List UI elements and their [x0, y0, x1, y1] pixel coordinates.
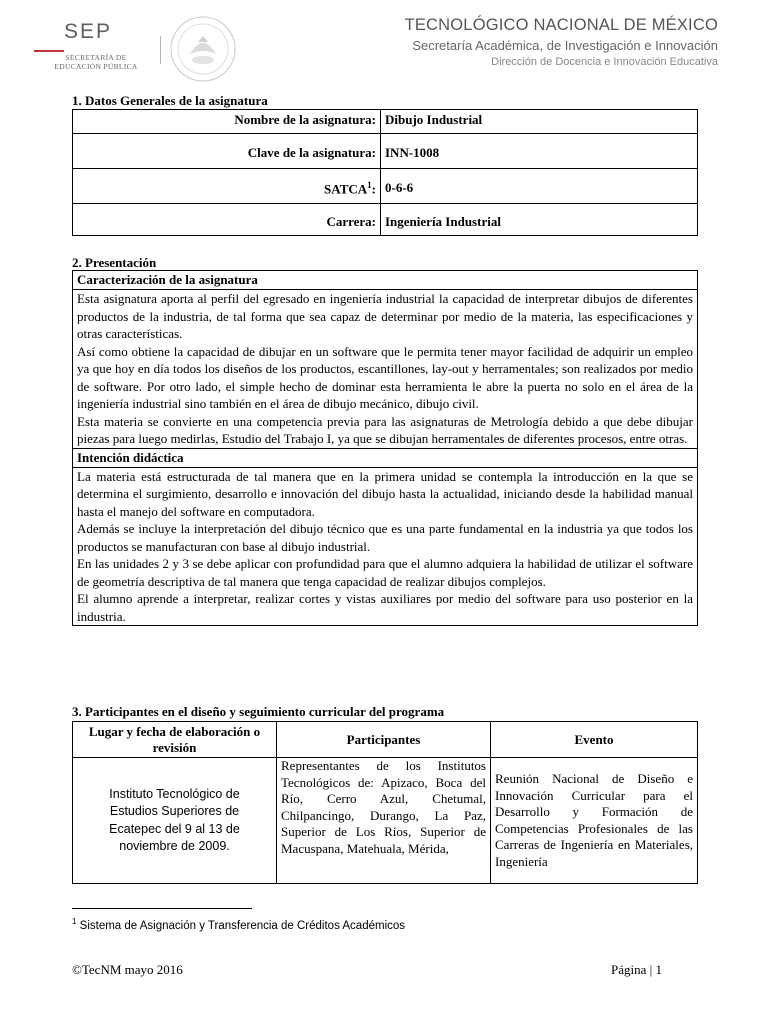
characterization-body: [73, 290, 697, 449]
footer-page-number: Página | 1: [611, 962, 662, 977]
general-data-table: [72, 109, 698, 236]
header-participants: Participantes: [277, 722, 491, 758]
didactic-intention-body: [73, 468, 697, 626]
intention-paragraph: Además se incluye la interpretación del dibujo técnico que es una parte fundamental en la industria ya que todos los productos se manufacturan con base al dibujo industrial.: [77, 521, 693, 554]
participants-table: [72, 721, 698, 884]
header-event: Evento: [491, 722, 698, 758]
characterization-paragraph: Esta materia se convierte en una competencia previa para las asignaturas de Metrología debido a que debe dibujar piezas para luego medirlas, Estudio del Trabajo I, ya que se dibujan herramentales de diferentes procesos, entre otras.: [77, 413, 693, 446]
value-career: Ingeniería Industrial: [381, 204, 698, 236]
mexico-seal-icon: [168, 14, 238, 84]
page-header: [0, 0, 768, 92]
cell-participants: Representantes de los Institutos Tecnológicos de: Apizaco, Boca del Río, Cerro Azul, Chetumal, Chilpancingo, Durango, La Paz, Superior de Los Ríos, Superior de Macuspana, Matehuala, Mérida,: [277, 758, 491, 884]
section-3-title: 3. Participantes en el diseño y seguimiento curricular del programa: [72, 704, 445, 719]
value-subject-name: Dibujo Industrial: [381, 110, 698, 134]
sep-subtitle: SECRETARÍA DE EDUCACIÓN PÚBLICA: [54, 53, 138, 71]
characterization-paragraph: Esta asignatura aporta al perfil del egresado en ingeniería industrial la capacidad de interpretar dibujos de diferentes productos de la industria, de tal forma que sea capaz de determinar por medio de la materia, las especificaciones y otras características.: [77, 291, 693, 341]
footnote-separator: [72, 908, 252, 909]
intention-paragraph: El alumno aprende a interpretar, realizar cortes y vistas auxiliares por medio del software para uso posterior en la industria.: [77, 591, 693, 624]
label-satca: SATCA$^1$:: [73, 169, 381, 204]
section-1-title: 1. Datos Generales de la asignatura: [72, 93, 268, 108]
presentation-box: [72, 270, 698, 626]
institution-name: TECNOLÓGICO NACIONAL DE MÉXICO: [404, 16, 718, 34]
cell-place-date: Instituto Tecnológico de Estudios Superiores de Ecatepec del 9 al 13 de noviembre de 2009.: [73, 758, 277, 884]
footnote: $^1$ Sistema de Asignación y Transferencia de Créditos Académicos: [72, 917, 406, 932]
characterization-paragraph: Así como obtiene la capacidad de dibujar en un software que le permita tener mayor facilidad de adquirir un empleo ya que hoy en día todos los diseños de los productos, escantillones, lay-out y herramentales; son realizados por medio de software. Por otro lado, el simple hecho de dominar esta herramienta le abre la puerta no solo en el área de la ingeniería industrial sino también en el área de dibujo mecánico, dibujo civil.: [77, 343, 693, 411]
value-subject-key: INN-1008: [381, 134, 698, 169]
label-subject-name: Nombre de la asignatura:: [73, 110, 381, 134]
characterization-heading: Caracterización de la asignatura: [73, 271, 697, 290]
header-divider: [160, 36, 161, 64]
header-place-date: Lugar y fecha de elaboración o revisión: [73, 722, 277, 758]
sep-logo: [34, 20, 158, 78]
secretariat-name: Secretaría Académica, de Investigación e Innovación: [412, 38, 718, 53]
direction-name: Dirección de Docencia e Innovación Educativa: [491, 56, 718, 68]
intention-paragraph: En las unidades 2 y 3 se debe aplicar con profundidad para que el alumno adquiera la habilidad de utilizar el software de geometría descriptiva de tal manera que tenga capacidad de realizar dibujos complejos.: [77, 556, 693, 589]
label-career: Carrera:: [73, 204, 381, 236]
institution-header: [405, 16, 718, 68]
intention-paragraph: La materia está estructurada de tal manera que en la primera unidad se contempla la introducción en la que se determina el surgimiento, desarrollo e innovación del dibujo hasta la actualidad, iniciando desde la habilidad manual hasta el manejo del software en computadora.: [77, 468, 693, 519]
value-satca: 0-6-6: [381, 169, 698, 204]
cell-event: Reunión Nacional de Diseño e Innovación Curricular para el Desarrollo y Formación de Competencias Profesionales de las Carreras de Ingeniería en Materiales, Ingeniería: [491, 758, 698, 884]
didactic-intention-heading: Intención didáctica: [73, 449, 697, 468]
label-subject-key: Clave de la asignatura:: [73, 134, 381, 169]
footer-copyright: ©TecNM mayo 2016: [72, 962, 183, 977]
sep-logo-accent: [34, 50, 64, 52]
sep-wordmark: SEP: [64, 20, 113, 43]
section-2-title: 2. Presentación: [72, 255, 157, 270]
